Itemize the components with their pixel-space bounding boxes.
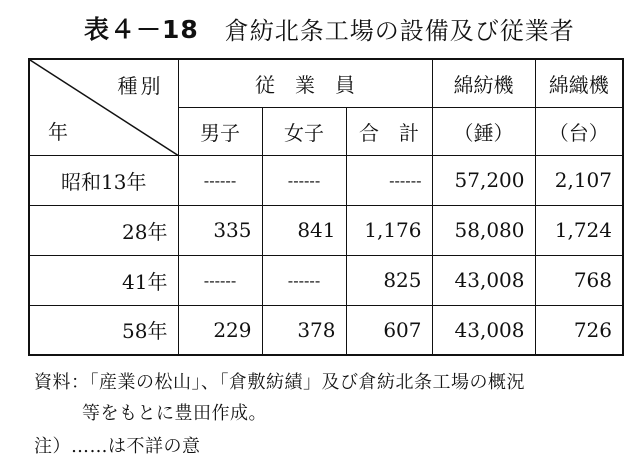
cell-looms: 768	[535, 255, 623, 305]
row-year: 58年	[29, 305, 178, 355]
header-spindles-unit: （錘）	[432, 107, 535, 155]
cell-total: ------	[346, 155, 432, 205]
row-year: 41年	[29, 255, 178, 305]
table-title-text: 倉紡北条工場の設備及び従業者	[224, 16, 575, 45]
table-row	[29, 155, 623, 205]
cell-total: 825	[346, 255, 432, 305]
data-table	[28, 58, 624, 356]
row-year: 28年	[29, 205, 178, 255]
cell-male: ------	[178, 155, 262, 205]
header-total: 合 計	[346, 107, 432, 155]
table-number: 表４－18	[84, 15, 199, 44]
table-title	[84, 8, 575, 48]
cell-female: 841	[262, 205, 346, 255]
cell-looms: 2,107	[535, 155, 623, 205]
source-note-line2: 等をもとに豊田作成。	[82, 403, 267, 424]
row-year: 昭和13年	[29, 155, 178, 205]
header-employees: 従 業 員	[178, 59, 432, 107]
cell-total: 607	[346, 305, 432, 355]
table-row	[29, 305, 623, 355]
cell-spindles: 57,200	[432, 155, 535, 205]
table-row	[29, 255, 623, 305]
footnote: 注）……は不詳の意	[34, 436, 201, 457]
corner-header	[29, 59, 178, 155]
corner-year-label: 年	[48, 120, 68, 144]
cell-looms: 1,724	[535, 205, 623, 255]
header-looms-unit: （台）	[535, 107, 623, 155]
header-looms: 綿織機	[535, 59, 623, 107]
cell-male: 335	[178, 205, 262, 255]
corner-category-label: 種別	[117, 74, 164, 98]
cell-male: ------	[178, 255, 262, 305]
cell-spindles: 43,008	[432, 305, 535, 355]
cell-spindles: 58,080	[432, 205, 535, 255]
cell-looms: 726	[535, 305, 623, 355]
header-female: 女子	[262, 107, 346, 155]
cell-female: ------	[262, 255, 346, 305]
source-note-line1: 資料：「産業の松山」、「倉敷紡績」及び倉紡北条工場の概況	[34, 372, 525, 393]
header-male: 男子	[178, 107, 262, 155]
cell-total: 1,176	[346, 205, 432, 255]
header-spindles: 綿紡機	[432, 59, 535, 107]
cell-female: 378	[262, 305, 346, 355]
cell-male: 229	[178, 305, 262, 355]
cell-spindles: 43,008	[432, 255, 535, 305]
cell-female: ------	[262, 155, 346, 205]
table-row	[29, 205, 623, 255]
